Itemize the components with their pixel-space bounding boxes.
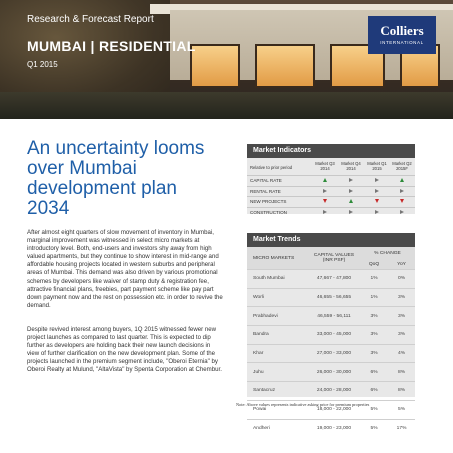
indicator-row-label: CONSTRUCTION	[250, 209, 288, 215]
trend-flat-icon	[365, 208, 389, 218]
market-name: Bandra	[247, 326, 308, 345]
indicator-row-label: NEW PROJECTS	[250, 199, 287, 204]
indicator-row-label: RENTAL RATE	[250, 188, 281, 194]
col-header-values: CAPITAL VALUES (INR PSF)	[308, 247, 360, 270]
trend-flat-icon	[339, 208, 363, 218]
footnote: Note: Above values represents indicative asking price for premium properties	[236, 402, 370, 407]
market-name: Khar	[247, 344, 308, 363]
yoy-change: 17%	[388, 419, 415, 437]
col-header-change: % CHANGE	[360, 247, 415, 259]
headline: An uncertainty looms over Mumbai development plan 2034	[27, 138, 205, 219]
market-trends-table	[247, 247, 415, 437]
indicator-col-header: Market Q3 2014	[315, 161, 335, 171]
trend-flat-icon	[339, 187, 363, 197]
capital-value: 27,000 - 33,000	[308, 344, 360, 363]
table-row	[247, 270, 415, 289]
hero-banner	[0, 0, 453, 119]
table-row	[247, 344, 415, 363]
yoy-change: 5%	[388, 400, 415, 419]
qoq-change: 3%	[360, 307, 388, 326]
yoy-change: 8%	[388, 363, 415, 382]
indicator-row	[247, 175, 415, 186]
table-row	[247, 307, 415, 326]
trend-flat-icon	[390, 208, 414, 218]
market-indicators-panel	[247, 144, 415, 214]
capital-value: 19,000 - 23,000	[308, 419, 360, 437]
market-name: Andheri	[247, 419, 308, 437]
qoq-change: 6%	[360, 382, 388, 401]
col-header-yoy: YoY	[388, 259, 415, 270]
trend-up-icon	[339, 197, 363, 207]
col-header-qoq: QoQ	[360, 259, 388, 270]
yoy-change: 3%	[388, 307, 415, 326]
indicator-row-label: CAPITAL RATE	[250, 178, 282, 183]
logo-subtitle: INTERNATIONAL	[380, 40, 424, 45]
trend-down-icon	[313, 197, 337, 207]
indicator-column-headers	[247, 158, 415, 175]
capital-value: 46,559 - 56,111	[308, 307, 360, 326]
market-name: South Mumbai	[247, 270, 308, 289]
capital-value: 26,000 - 30,000	[308, 363, 360, 382]
market-name: Santacruz	[247, 382, 308, 401]
col-header-markets: MICRO MARKETS	[247, 247, 308, 270]
report-type: Research & Forecast Report	[27, 14, 154, 25]
market-indicators-title: Market Indicators	[247, 144, 415, 158]
qoq-change: 3%	[360, 326, 388, 345]
qoq-change: 1%	[360, 288, 388, 307]
capital-value: 24,000 - 28,000	[308, 382, 360, 401]
indicator-col-header: Market Q4 2014	[341, 161, 361, 171]
market-name: Prabhadevi	[247, 307, 308, 326]
trend-flat-icon	[313, 208, 337, 218]
hero-window	[190, 44, 240, 88]
yoy-change: 3%	[388, 288, 415, 307]
yoy-change: 8%	[388, 382, 415, 401]
trend-flat-icon	[365, 176, 389, 186]
indicator-row	[247, 196, 415, 207]
capital-value: 47,667 - 47,800	[308, 270, 360, 289]
indicator-col-header: Market Q1 2015	[367, 161, 387, 171]
indicator-row	[247, 207, 415, 218]
capital-value: 46,655 - 56,655	[308, 288, 360, 307]
trend-flat-icon	[339, 176, 363, 186]
indicator-row	[247, 186, 415, 197]
trend-flat-icon	[390, 187, 414, 197]
table-row	[247, 288, 415, 307]
trend-up-icon	[313, 176, 337, 186]
qoq-change: 5%	[360, 419, 388, 437]
trend-down-icon	[390, 197, 414, 207]
market-name: Powai	[247, 400, 308, 419]
trend-flat-icon	[365, 187, 389, 197]
market-trends-title: Market Trends	[247, 233, 415, 247]
indicator-col-header: Market Q2 2015F	[392, 161, 412, 171]
qoq-change: 5%	[360, 400, 388, 419]
qoq-change: 6%	[360, 363, 388, 382]
body-paragraph: Despite revived interest among buyers, 1Q 2015 witnessed fewer new project launches as compared to last quarter. This is expected to dip further as developers are holding back their new launch decisions in view of further clarification on the new development plan. Some of the projects launched in the premium segment include, "Oberoi Eternia" by Oberoi Realty at Mulund, "AltaVista" by Spenta Corporation at Chembur.	[27, 326, 222, 374]
report-date: Q1 2015	[27, 60, 58, 69]
yoy-change: 0%	[388, 270, 415, 289]
relative-label: Relative to prior period	[250, 165, 293, 170]
city-title: MUMBAI | RESIDENTIAL	[27, 38, 196, 54]
qoq-change: 3%	[360, 344, 388, 363]
table-row	[247, 363, 415, 382]
table-row	[247, 382, 415, 401]
table-row	[247, 419, 415, 437]
yoy-change: 4%	[388, 344, 415, 363]
capital-value: 33,000 - 45,000	[308, 326, 360, 345]
trend-up-icon	[390, 176, 414, 186]
capital-value: 18,000 - 22,000	[308, 400, 360, 419]
colliers-logo[interactable]	[368, 16, 436, 54]
hero-window	[255, 44, 315, 88]
yoy-change: 3%	[388, 326, 415, 345]
market-name: Worli	[247, 288, 308, 307]
market-name: Juhu	[247, 363, 308, 382]
logo-wordmark: Colliers	[380, 23, 424, 38]
qoq-change: 1%	[360, 270, 388, 289]
trend-flat-icon	[313, 187, 337, 197]
hero-lawn	[0, 92, 453, 119]
table-row	[247, 326, 415, 345]
body-paragraph: After almost eight quarters of slow movement of inventory in Mumbai, marginal improvement was witnessed in select micro markets at introductory level. Both, end-users and investors shy away from high valued apartments, but they continue to show interest in mid-range and affordable housing projects located in western suburbs and peripheral areas of Mumbai. This demand was also driven by various promotional schemes by developers like waiver of stamp duty & registration fee, attractive financial plans, freebies, part payment scheme like pay part down payment now and the rest on possession etc. in order to revive the demand.	[27, 229, 223, 309]
trend-down-icon	[365, 197, 389, 207]
